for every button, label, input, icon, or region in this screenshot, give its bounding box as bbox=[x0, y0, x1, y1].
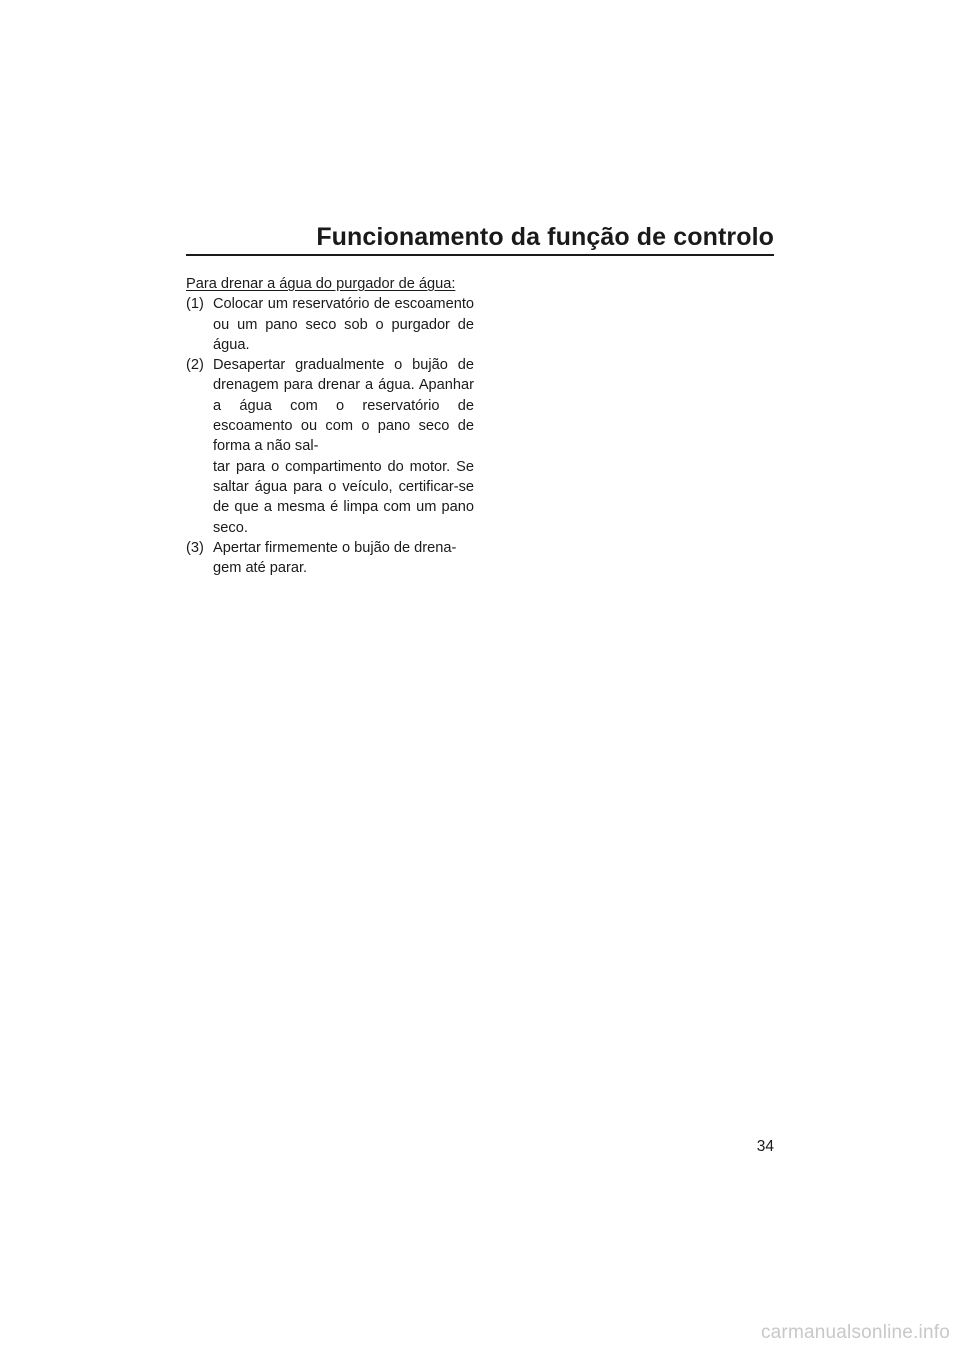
step-text: Apertar firmemente o bujão de drena- gem até parar. bbox=[213, 539, 457, 577]
step-item bbox=[186, 538, 474, 579]
page-title: Funcionamento da função de controlo bbox=[316, 223, 774, 251]
step-text: Desapertar gradualmente o bujão de drenagem para drenar a água. Apanhar a água com o reservatório de escoamento ou com o pano seco de forma a não sal- tar para o compartimento do motor. Se saltar água para o veículo, certificar-se de que a mesma é limpa com um pano seco. bbox=[213, 357, 474, 536]
step-number: (3) bbox=[186, 539, 204, 556]
page-number: 34 bbox=[756, 1138, 774, 1155]
watermark: carmanualsonline.info bbox=[760, 1322, 950, 1343]
content-column bbox=[186, 274, 474, 578]
step-list bbox=[186, 294, 474, 578]
section-subheading: Para drenar a água do purgador de água: bbox=[186, 276, 456, 292]
page-header bbox=[186, 222, 774, 256]
step-number: (1) bbox=[186, 296, 204, 313]
step-item bbox=[186, 355, 474, 538]
step-number: (2) bbox=[186, 357, 204, 374]
step-text: Colocar um reservatório de escoamento ou um pano seco sob o purgador de água. bbox=[213, 296, 474, 353]
step-item bbox=[186, 294, 474, 355]
